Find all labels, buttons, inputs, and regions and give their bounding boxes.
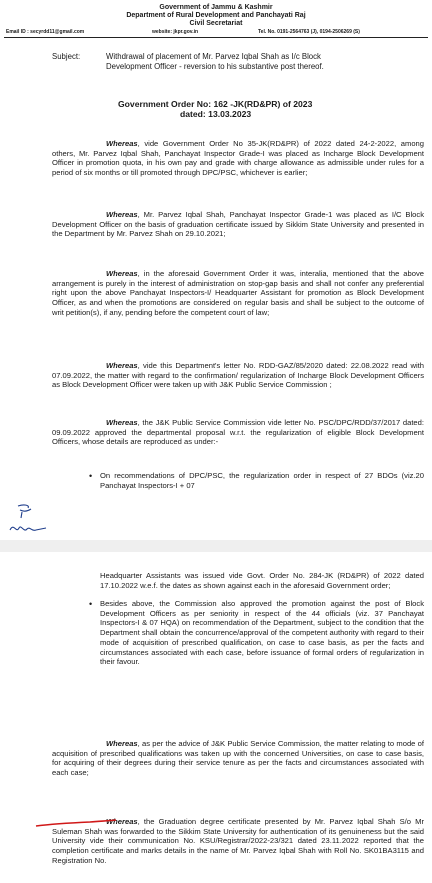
paragraph-text: , vide Government Order No 35-JK(RD&PR) of 2022 dated 24-2-2022, among others, Mr. Parvez Iqbal Shah, Panchayat Inspector Grade-I was placed as Incharge Block Development Officer in promotion quota, in his own pay and grade with charge allowance as admissible under rules for a period of six months or till promoted through DPC/PSC, whichever is earlier; (52, 139, 424, 178)
paragraph-whereas-3 (52, 269, 424, 318)
whereas-label: Whereas (106, 269, 138, 278)
paragraph-text: , the Graduation degree certificate presented by Mr. Parvez Iqbal Shah S/o Mr Suleman Shah was forwarded to the Sikkim State University for authentication of its genuineness but the said University vide their communication No. KSU/Registrar/2022-23/321 dated 23.11.2022 reported that the completion certificate and marks details in the name of Mr. Parvez Iqbal Shah with Roll No. SK01BA3115 and Registration No. (52, 817, 424, 865)
paragraph-text: , in the aforesaid Government Order it was, interalia, mentioned that the above arrangement is purely in the interest of administration on stop-gap basis and shall not confer any preferential right upon the above Panchayat Inspectors-I/ Headquarter Assistant for promotion as Block Development Officer, as and when the promotions are considered on regular basis and shall be subject to the outcome of writ petition(s), if any, pending before the competent court of law; (52, 269, 424, 317)
bullet-marker: • (89, 599, 93, 609)
paragraph-text: , as per the advice of J&K Public Service Commission, the matter relating to mode of acquisition of prescribed qualifications was taken up with the concerned Universities, on case to case basis, for acquiring of their degrees during their service tenure as per the facts and circumstances associated with each case; (52, 739, 424, 778)
subject-line-2: Development Officer - reversion to his substantive post thereof. (106, 62, 324, 71)
paragraph-whereas-6 (52, 739, 424, 778)
header-department: Department of Rural Development and Panchayati Raj (126, 12, 306, 19)
paragraph-whereas-2 (52, 210, 424, 239)
paragraph-text: , vide this Department's letter No. RDD-GAZ/85/2020 dated: 22.08.2022 read with 07.09.2022, the matter with regard to the confirmation/ regularization of Incharge Block Development Officers as Block Development Officer were taken up with J&K Public Service Commission ; (52, 361, 424, 390)
header-secretariat: Civil Secretariat (189, 20, 243, 27)
paragraph-whereas-4 (52, 361, 424, 390)
whereas-label: Whereas (106, 210, 138, 219)
page-separator (0, 540, 432, 552)
whereas-label: Whereas (106, 361, 138, 370)
subject-label: Subject: (52, 52, 81, 61)
paragraph-whereas-1 (52, 139, 424, 178)
bullet-item-1: On recommendations of DPC/PSC, the regularization order in respect of 27 BDOs (viz.20 Panchayat Inspectors-I + 07 (100, 471, 424, 490)
order-number: Government Order No: 162 -JK(RD&PR) of 2023 (118, 99, 313, 109)
bullet-1-continuation: Headquarter Assistants was issued vide Govt. Order No. 284-JK (RD&PR) of 2022 dated 17.10.2022 w.e.f. the dates as shown against each in the aforesaid Government order; (100, 571, 424, 590)
whereas-label: Whereas (106, 739, 138, 748)
bullet-marker: • (89, 471, 93, 481)
red-underline-annotation (34, 812, 118, 830)
whereas-label: Whereas (106, 817, 138, 826)
whereas-label: Whereas (106, 418, 138, 427)
paragraph-text: , Mr. Parvez Iqbal Shah, Panchayat Inspector Grade-1 was placed as I/C Block Development Officer on the basis of graduation certificate issued by Sikkim State University and presented in the Department by Mr. Parvez Shah on 29.10.2021; (52, 210, 424, 239)
paragraph-text: , the J&K Public Service Commission vide letter No. PSC/DPC/RDD/37/2017 dated: 09.09.2022 approved the departmental proposal w.r.t. the regularization of eligible Block Development Officers, whose details are reproduced as under:- (52, 418, 424, 447)
header-telephone: Tel. No. 0191-2564763 (J), 0194-2506269 (S) (258, 29, 360, 35)
paragraph-whereas-5 (52, 418, 424, 447)
signature-icon (6, 500, 52, 540)
subject-line-1: Withdrawal of placement of Mr. Parvez Iqbal Shah as I/c Block (106, 52, 321, 61)
header-email: Email ID : secyrdd11@gmail.com (6, 29, 85, 35)
document-page-2 (0, 552, 432, 883)
bullet-item-2: Besides above, the Commission also approved the promotion against the post of Block Development Officers as per seniority in respect of the 44 officials (viz. 37 Panchayat Inspectors-I & 07 HQA) on recommendation of the Department, subject to the condition that the Department shall obtain the concurrence/approval of the competent authority with regard to their mode of acquisition of prescribed qualification, on case to case basis, as per the facts and circumstances associated with each case, before issuance of formal orders of regularization in their favour. (100, 599, 424, 667)
order-date: dated: 13.03.2023 (180, 109, 252, 119)
header-rule (4, 37, 428, 38)
whereas-label: Whereas (106, 139, 138, 148)
header-website: website: jkpr.gov.in (152, 29, 199, 35)
header-government: Government of Jammu & Kashmir (159, 4, 273, 11)
